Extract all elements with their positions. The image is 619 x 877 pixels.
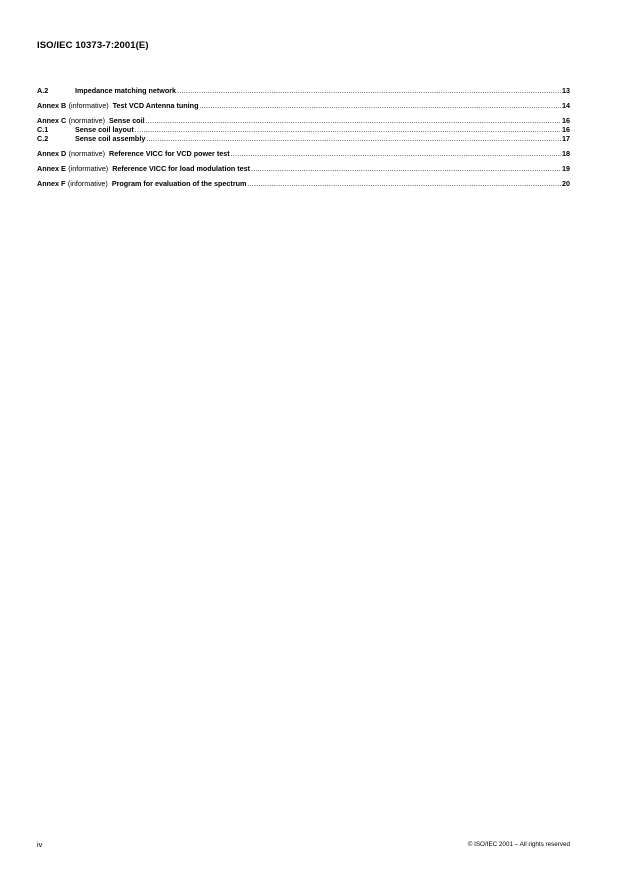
dot-leader [251,164,561,173]
toc-entry-kind: (normative) [68,148,106,158]
dot-leader [231,149,561,158]
toc-entry-title: Test VCD Antenna tuning [112,100,199,110]
toc-entry-number: C.1 [37,124,49,134]
dot-leader [146,134,561,143]
toc-entry-page: 17 [562,134,570,144]
toc-entry-title: Sense coil [109,115,145,125]
dot-leader [247,179,561,188]
toc-entry-annex: Annex E [37,163,66,173]
toc-entry-title: Sense coil assembly [75,134,146,144]
page-number: iv [37,840,43,849]
toc-entry-page: 14 [562,100,570,110]
toc-entry-c2[interactable] [37,134,570,143]
dot-leader [177,86,561,95]
toc-entry-annex-d[interactable] [37,149,570,158]
toc-entry-page: 16 [562,115,570,125]
toc-entry-kind: (informative) [68,100,109,110]
toc-entry-title: Impedance matching network [75,86,177,95]
dot-leader [199,101,561,110]
toc-entry-annex-f[interactable] [37,179,570,188]
toc-entry-c1[interactable] [37,125,570,134]
toc-entry-title: Reference VICC for load modulation test [112,163,250,173]
toc-entry-annex-b[interactable] [37,101,570,110]
toc-entry-annex-c[interactable] [37,116,570,125]
toc-entry-annex-e[interactable] [37,164,570,173]
copyright-notice: © ISO/IEC 2001 – All rights reserved [467,841,570,848]
table-of-contents [37,86,570,188]
toc-entry-annex: Annex C [37,115,67,125]
toc-entry-kind: (informative) [67,178,108,188]
toc-entry-page: 18 [562,148,570,158]
toc-entry-kind: (normative) [68,115,106,125]
toc-entry-page: 16 [562,124,570,134]
toc-entry-number: A.2 [37,86,49,95]
toc-entry-page: 13 [562,86,570,95]
dot-leader [135,125,561,134]
toc-entry-title: Sense coil layout [75,124,134,134]
dot-leader [146,116,561,125]
toc-entry-page: 20 [562,178,570,188]
toc-entry-annex: Annex D [37,148,67,158]
toc-entry-annex: Annex F [37,178,66,188]
toc-entry-kind: (informative) [68,163,109,173]
toc-entry-annex: Annex B [37,100,67,110]
toc-entry-title: Reference VICC for VCD power test [109,148,230,158]
toc-entry-page: 19 [562,163,570,173]
toc-entry-a2[interactable] [37,86,570,95]
toc-entry-title: Program for evaluation of the spectrum [111,178,247,188]
toc-entry-number: C.2 [37,134,49,144]
document-header: ISO/IEC 10373-7:2001(E) [37,40,149,51]
